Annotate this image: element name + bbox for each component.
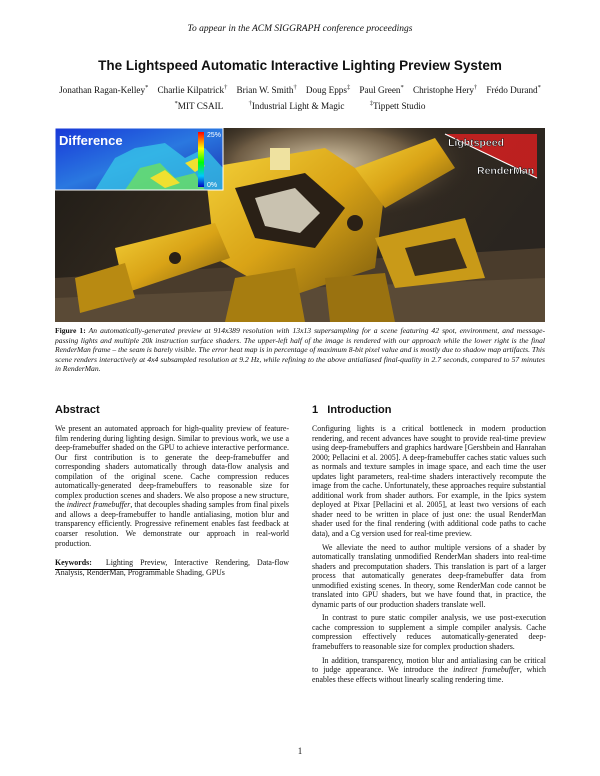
renderman-logo-text: RenderMan xyxy=(477,165,535,177)
teaser-figure xyxy=(55,128,545,322)
author: Frédo Durand xyxy=(486,85,538,95)
lightspeed-logo-text: Lightspeed xyxy=(448,137,505,149)
intro-body xyxy=(312,424,546,688)
page-number: 1 xyxy=(297,746,303,756)
scale-max-label: 25% xyxy=(207,132,222,139)
abstract-body xyxy=(55,424,289,581)
intro-paragraph: In addition, transparency, motion blur and antialiasing can be critical to judge appearance. We introduce the indirect framebuffer, which enables these effects without linearly scaling rendering time. xyxy=(312,655,547,684)
intro-paragraph: We alleviate the need to author multiple versions of a shader by automatically translating unmodified RenderMan shaders into real-time shaders and precomputation shaders. This translation is part of a larger process that automatically generates deep-framebuffer data from unmodified existing scenes. In theory, some RenderMan code cannot be translated into GPU shaders, but we have found that, in practice, the dynamic parts of our production shaders translate well. xyxy=(312,542,546,609)
author: Paul Green xyxy=(359,85,401,95)
intro-paragraph: In contrast to pure static compiler analysis, we use post-execution cache compression to supplement a simple compiler analysis. Cache compression effectively reduces automatically-generated deep-framebuffers to reasonable size for complex production shaders. xyxy=(312,613,546,652)
author: Doug Epps xyxy=(305,85,347,95)
caption-text: An automatically-generated preview at 914x389 resolution with 13x13 supersampling for a scene featuring 42 spot, environment, and message-passing lights and multiple 20k instruction surface shaders. The upper-left half of the image is rendered with our approach while the lower right is the final RenderMan frame – the seam is barely visible. The error heat map is in percentage of maximum 8-bit pixel value and is mostly due to shadow map artifacts. This scene renders interactively at 4x4 subsampled resolution at 9.2 Hz, while refining to the above antialiased final-quality in 2.7 seconds, compared to 57 minutes in RenderMan. xyxy=(55,326,545,374)
intro-heading: 1 Introduction xyxy=(312,404,392,416)
footnote-rule xyxy=(55,569,160,570)
figure-caption xyxy=(55,326,545,374)
affiliation-list: *MIT CSAIL †Industrial Light & Magic ‡Tippett Studio xyxy=(174,99,426,111)
intro-paragraph: Configuring lights is a critical bottleneck in modern production rendering, and recent advances have sought to provide real-time preview using deep-framebuffers and graphics hardware [Gershbein and Hanrahan 2000; Pellacini et al. 2005]. A deep-framebuffer caches static values such as normals and texture samples in image space, and each time the user updates light parameters, real-time shaders interactively recompute the image from the cache. Unfortunately, these approaches require substantial additional work from shader authors. For example, in the Ipics system deployed at Pixar [Pellacini et al. 2005], at least two versions of each shader need to be written in place of just one: the usual RenderMan shader used for the final rendering (with additional code paths to cache data), and a Cg version used for real-time preview. xyxy=(312,424,546,539)
scale-min-label: 0% xyxy=(207,182,218,189)
author: Jonathan Ragan-Kelley xyxy=(59,85,146,95)
keywords: Keywords: Lighting Preview, Interactive Rendering, Data-flow Analysis, RenderMan, Programmable Shading, GPUs xyxy=(55,558,289,577)
caption-label: Figure 1: xyxy=(55,326,86,335)
author: Charlie Kilpatrick xyxy=(157,85,225,95)
affiliation: Tippett Studio xyxy=(372,101,426,111)
abstract-paragraph: We present an automated approach for high-quality preview of feature-film rendering during lighting design. Similar to previous work, we use a deep-framebuffer shaded on the GPU to achieve interactive performance. Our first contribution is to generate the deep-framebuffer and corresponding shaders automatically through data-flow analysis and compilation of the original scene. Cache compression reduces automatically-generated deep-framebuffers to reasonable size for complex production scenes and shaders. We also propose a new structure, the indirect framebuffer, that decouples shading samples from final pixels and allows a deep-framebuffer to handle antialiasing, motion blur and transparency efficiently. Progressive refinement enables fast feedback at coarser resolution. We demonstrate our approach in real-world production. xyxy=(55,424,290,548)
difference-label: Difference xyxy=(59,133,123,148)
author: Brian W. Smith xyxy=(236,85,294,95)
author-list: Jonathan Ragan-Kelley* Charlie Kilpatrick† Brian W. Smith† Doug Epps‡ Paul Green* Christophe Hery† Frédo Durand* xyxy=(59,83,541,95)
paper-title: The Lightspeed Automatic Interactive Lighting Preview System xyxy=(98,58,502,73)
abstract-heading: Abstract xyxy=(55,404,100,416)
affiliation: Industrial Light & Magic xyxy=(251,101,345,111)
author: Christophe Hery xyxy=(412,85,474,95)
affiliation: MIT CSAIL xyxy=(177,101,224,111)
render-image xyxy=(55,128,545,322)
running-header: To appear in the ACM SIGGRAPH conference proceedings xyxy=(187,24,413,34)
